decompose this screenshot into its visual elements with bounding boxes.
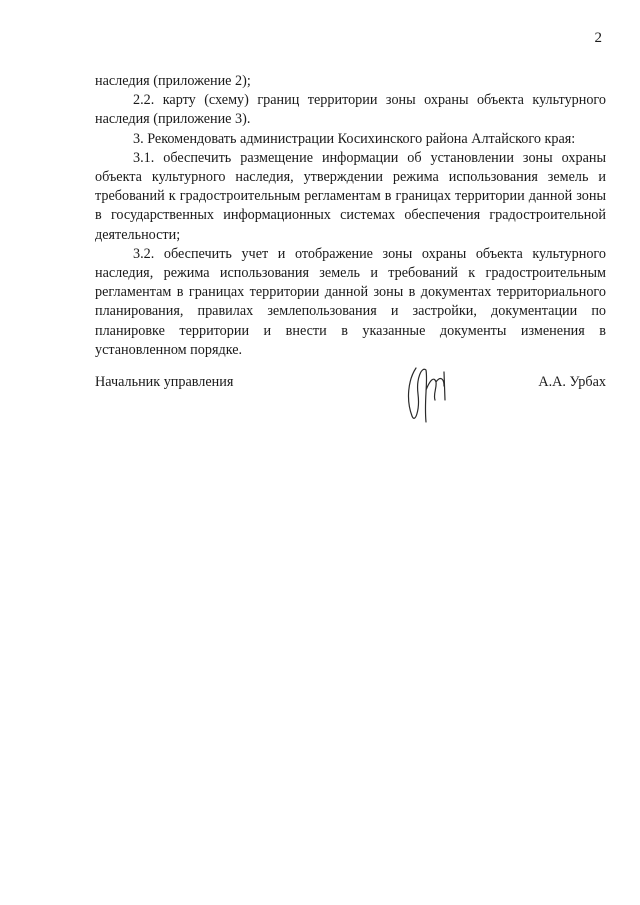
signature-block xyxy=(95,374,606,434)
handwritten-signature xyxy=(400,360,450,432)
position-title: Начальник управления xyxy=(95,374,234,390)
signatory-name: А.А. Урбах xyxy=(538,374,606,390)
paragraph-continuation: наследия (приложение 2); xyxy=(95,73,251,89)
document-body xyxy=(95,72,606,360)
paragraph-3-1: 3.1. обеспечить размещение информации об установлении зоны охраны объекта культурного наследия, утверждении режима использования земель и требований к градостроительным регламентам в границах территории данной зоны в государственных информационных системах обеспечения градостроительной деятельности; xyxy=(95,149,606,243)
paragraph-3: 3. Рекомендовать администрации Косихинского района Алтайского края: xyxy=(133,130,576,147)
page-number: 2 xyxy=(594,30,602,46)
paragraph-2-2: 2.2. карту (схему) границ территории зоны охраны объекта культурного наследия (приложение 3). xyxy=(95,92,606,128)
paragraph-3-2: 3.2. обеспечить учет и отображение зоны охраны объекта культурного наследия, режима использования земель и требований к градостроительным регламентам в границах территории данной зоны в документах территориального планирования, правилах землепользования и застройки, документации по планировке территории и внести в указанные документы изменения в установленном порядке. xyxy=(95,245,606,358)
